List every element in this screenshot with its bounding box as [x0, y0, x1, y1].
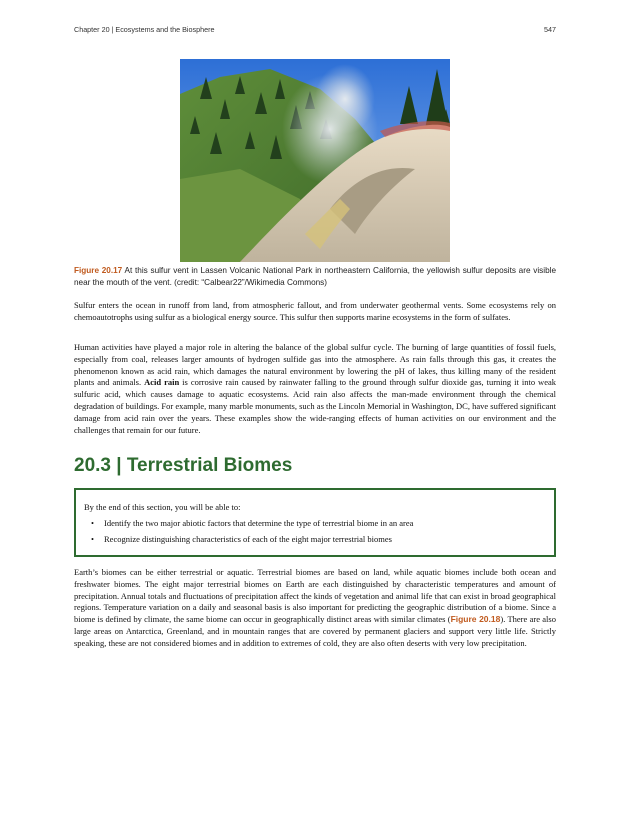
running-header [74, 25, 556, 34]
objectives-list [76, 515, 413, 547]
section-heading [74, 455, 292, 477]
paragraph-acid-rain [74, 342, 556, 436]
objective-item: • Identify the two major abiotic factors that determine the type of terrestrial biome in an area [104, 515, 413, 531]
chapter-title: Chapter 20 | Ecosystems and the Biosphere [74, 25, 215, 34]
figure-caption-text: At this sulfur vent in Lassen Volcanic National Park in northeastern California, the yellowish sulfur deposits are visible near the mouth of the vent. (credit: “Calbear22”/Wikimedia Commons) [74, 266, 556, 287]
learning-objectives-box [74, 488, 556, 557]
key-term-acid-rain: Acid rain [144, 377, 180, 388]
section-number: 20.3 [74, 455, 111, 476]
objective-item: • Recognize distinguishing characteristics of each of the eight major terrestrial biomes [104, 531, 413, 547]
objectives-intro: By the end of this section, you will be able to: [84, 502, 241, 512]
sulfur-vent-photo [180, 59, 450, 262]
section-separator: | [110, 455, 127, 476]
section-title-text: Terrestrial Biomes [126, 455, 293, 476]
paragraph-acid-rain-text-2: is corrosive rain caused by rainwater falling to the ground through sulfur dioxide gas, turning it into weak sulfuric acid, which causes damage to aquatic ecosystems. Acid rain also affects the man-made environment through the chemical degradation of buildings. For example, many marble monuments, such as the Lincoln Memorial in Washington, DC, have suffered significant damage from acid rain over the years. These examples show the wide-ranging effects of human activities on our environment and the challenges that remain for our future. [74, 377, 556, 435]
figure-label: Figure 20.17 [74, 266, 123, 275]
figure-reference-link[interactable]: Figure 20.18 [450, 614, 501, 625]
page-number: 547 [544, 25, 556, 34]
figure-caption [74, 265, 556, 288]
paragraph-biomes-text-1: Earth’s biomes can be either terrestrial or aquatic. Terrestrial biomes are based on land, while aquatic biomes include both ocean and freshwater biomes. The eight major terrestrial biomes on Earth are each distinguished by characteristic temperatures and amount of precipitation. Annual totals and fluctuations of precipitation affect the kinds of vegetation and animal life that can exist in broad geographical regions. Temperature variation on a daily and seasonal basis is also important for predicting the geographic distribution of a biome. Since a biome is defined by climate, the same biome can occur in geographically distinct areas with similar climates ( [74, 567, 556, 625]
paragraph-acid-rain-text-1: Human activities have played a major role in altering the balance of the global sulfur cycle. The burning of large quantities of fossil fuels, especially from coal, releases larger amounts of hydrogen sulfide gas into the atmosphere. As rain falls through this gas, it creates the phenomenon known as acid rain, which damages the natural environment by lowering the pH of lakes, thus killing many of the resident plants and animals. [74, 342, 556, 388]
paragraph-sulfur-ocean: Sulfur enters the ocean in runoff from land, from atmospheric fallout, and from underwater geothermal vents. Some ecosystems rely on chemoautotrophs using sulfur as a biological energy source. This sulfur then supports marine ecosystems in the form of sulfates. [74, 300, 556, 322]
paragraph-biomes-text-2: ). There are also large areas on Antarctica, Greenland, and in mountain ranges that are covered by permanent glaciers and support very little life. Strictly speaking, these are not considered biomes and in addition to extremes of cold, they are also often deserts with very low precipitation. [74, 614, 556, 648]
paragraph-biomes [74, 567, 556, 650]
